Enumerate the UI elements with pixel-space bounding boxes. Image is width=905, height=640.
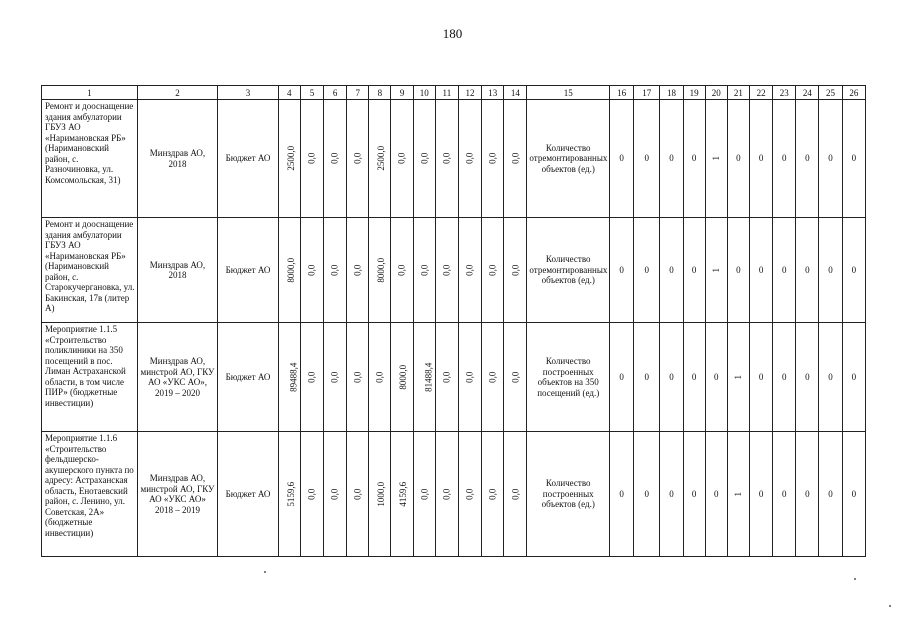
- amount-cell: [413, 100, 435, 218]
- measure-description: Ремонт и дооснащение здания амбулатории ГБУЗ АО «Наримановская РБ» (Наримановский район, с. Разночиновка, ул. Комсомольская, 31): [42, 100, 138, 218]
- amount-cell: [482, 323, 504, 432]
- indicator-value-cell-value: 1: [733, 491, 744, 497]
- amount-cell-value: 0,0: [352, 488, 363, 500]
- indicator-value-cell: 0: [819, 323, 842, 432]
- amount-cell: [413, 432, 435, 557]
- amount-cell: [458, 432, 481, 557]
- indicator-value-cell: 0: [750, 100, 773, 218]
- indicator-value-cell-value: 1: [733, 374, 744, 380]
- amount-cell: [482, 218, 504, 323]
- amount-cell-value: 0,0: [510, 488, 521, 500]
- indicator-value-cell: 0: [819, 100, 842, 218]
- amount-cell-value: 0,0: [329, 152, 340, 165]
- amount-cell-value: 0,0: [510, 371, 521, 383]
- amount-cell: [504, 432, 527, 557]
- funding-source-cell: Бюджет АО: [218, 432, 278, 557]
- amount-cell-value: 0,0: [329, 264, 340, 276]
- amount-cell: [458, 100, 481, 218]
- indicator-value-cell: 0: [796, 100, 819, 218]
- header-cell: 21: [727, 86, 749, 100]
- measure-description: Мероприятие 1.1.5 «Строительство поликлиники на 350 посещений в пос. Лиман Астраханской области, в том числе ПИР» (бюджетные инвестиции): [42, 323, 138, 432]
- indicator-value-cell: 0: [773, 100, 796, 218]
- header-cell: 15: [527, 86, 610, 100]
- amount-cell: [391, 323, 413, 432]
- indicator-value-cell: 0: [842, 100, 865, 218]
- amount-cell-value: 0,0: [464, 371, 475, 383]
- amount-cell-value: 0,0: [441, 152, 452, 165]
- amount-cell: [482, 100, 504, 218]
- amount-cell: [413, 218, 435, 323]
- header-cell: 5: [300, 86, 323, 100]
- amount-cell: [482, 432, 504, 557]
- amount-cell-value: 0,0: [396, 152, 407, 165]
- indicator-value-cell: [705, 218, 727, 323]
- amount-cell-value: 0,0: [464, 488, 475, 500]
- header-cell: 11: [435, 86, 458, 100]
- indicator-value-cell: 0: [750, 323, 773, 432]
- header-cell: 8: [369, 86, 391, 100]
- amount-cell: [324, 218, 347, 323]
- page-number: 180: [442, 26, 463, 41]
- amount-cell: [435, 432, 458, 557]
- amount-cell: [413, 323, 435, 432]
- amount-cell-value: 5159,6: [285, 481, 296, 507]
- header-cell: 17: [634, 86, 660, 100]
- header-cell: 3: [218, 86, 278, 100]
- header-cell: 19: [683, 86, 705, 100]
- header-cell: 10: [413, 86, 435, 100]
- amount-cell: [369, 100, 391, 218]
- header-cell: 22: [750, 86, 773, 100]
- indicator-value-cell: 0: [610, 218, 634, 323]
- amount-cell-value: 0,0: [418, 488, 429, 500]
- indicator-value-cell: 0: [634, 218, 660, 323]
- table-row: [42, 323, 866, 432]
- indicator-value-cell: 0: [750, 432, 773, 557]
- indicator-value-cell: 0: [683, 100, 705, 218]
- header-cell: 12: [458, 86, 481, 100]
- amount-cell-value: 8000,0: [376, 257, 387, 283]
- indicator-value-cell: 0: [610, 100, 634, 218]
- amount-cell: [504, 323, 527, 432]
- measure-description: Мероприятие 1.1.6 «Строительство фельдшерско-акушерского пункта по адресу: Астраханская область, Енотаевский район, с. Ленино, ул. Советская, 2А» (бюджетные инвестиции): [42, 432, 138, 557]
- amount-cell: [391, 218, 413, 323]
- indicator-value-cell: 0: [773, 218, 796, 323]
- header-cell: 14: [504, 86, 527, 100]
- amount-cell: [347, 432, 369, 557]
- indicator-cell: Количество отремонтированных объектов (ед.): [527, 218, 610, 323]
- indicator-value-cell: 0: [660, 432, 683, 557]
- indicator-value-cell: 0: [796, 218, 819, 323]
- amount-cell: [347, 100, 369, 218]
- indicator-value-cell: [727, 432, 749, 557]
- amount-cell-value: 0,0: [441, 264, 452, 276]
- indicator-value-cell: 0: [842, 218, 865, 323]
- amount-cell-value: 81488,4: [423, 362, 434, 392]
- indicator-value-cell: 0: [705, 432, 727, 557]
- amount-cell-value: 0,0: [374, 371, 385, 383]
- amount-cell: [369, 323, 391, 432]
- table-row: [42, 432, 866, 557]
- header-cell: 16: [610, 86, 634, 100]
- amount-cell: [369, 432, 391, 557]
- amount-cell: [278, 218, 300, 323]
- indicator-value-cell-value: 1: [711, 156, 722, 161]
- header-row: [42, 86, 866, 100]
- indicator-value-cell: 0: [796, 432, 819, 557]
- indicator-value-cell: 0: [705, 323, 727, 432]
- header-cell: 1: [42, 86, 138, 100]
- indicator-value-cell: 0: [634, 432, 660, 557]
- header-cell: 9: [391, 86, 413, 100]
- amount-cell: [300, 432, 323, 557]
- amount-cell-value: 0,0: [329, 371, 340, 383]
- amount-cell-value: 1000,0: [376, 481, 387, 507]
- header-cell: 7: [347, 86, 369, 100]
- amount-cell: [278, 100, 300, 218]
- indicator-value-cell: 0: [727, 218, 749, 323]
- amount-cell-value: 0,0: [487, 264, 498, 276]
- amount-cell: [435, 218, 458, 323]
- indicator-value-cell: 0: [660, 323, 683, 432]
- amount-cell: [458, 218, 481, 323]
- indicator-value-cell: 0: [796, 323, 819, 432]
- header-cell: 13: [482, 86, 504, 100]
- amount-cell-value: 0,0: [306, 152, 317, 165]
- indicator-value-cell: 0: [842, 432, 865, 557]
- amount-cell-value: 0,0: [352, 152, 363, 165]
- amount-cell: [278, 323, 300, 432]
- amount-cell: [458, 323, 481, 432]
- amount-cell-value: 0,0: [441, 371, 452, 383]
- indicator-value-cell: 0: [773, 323, 796, 432]
- executor-cell: Минздрав АО, 2018: [137, 100, 218, 218]
- amount-cell-value: 0,0: [396, 264, 407, 276]
- amount-cell-value: 0,0: [487, 371, 498, 383]
- indicator-value-cell: 0: [842, 323, 865, 432]
- indicator-value-cell-value: 1: [711, 267, 722, 273]
- indicator-value-cell: 0: [660, 218, 683, 323]
- header-cell: 25: [819, 86, 842, 100]
- amount-cell-value: 0,0: [306, 371, 317, 383]
- amount-cell-value: 0,0: [464, 264, 475, 276]
- amount-cell-value: 0,0: [464, 152, 475, 165]
- indicator-value-cell: 0: [660, 100, 683, 218]
- amount-cell-value: 8000,0: [285, 257, 296, 283]
- amount-cell: [435, 100, 458, 218]
- measure-description: Ремонт и дооснащение здания амбулатории ГБУЗ АО «Наримановская РБ» (Наримановский район, с. Старокучергановка, ул. Бакинская, 17в (литер А): [42, 218, 138, 323]
- amount-cell-value: 0,0: [329, 488, 340, 500]
- amount-cell: [347, 323, 369, 432]
- table-row: [42, 218, 866, 323]
- amount-cell-value: 0,0: [487, 488, 498, 500]
- indicator-cell: Количество построенных объектов (ед.): [527, 432, 610, 557]
- indicator-value-cell: 0: [683, 432, 705, 557]
- scan-speck: [854, 578, 856, 580]
- amount-cell: [391, 432, 413, 557]
- indicator-value-cell: 0: [634, 100, 660, 218]
- indicator-value-cell: 0: [610, 432, 634, 557]
- funding-source-cell: Бюджет АО: [218, 100, 278, 218]
- amount-cell-value: 0,0: [487, 152, 498, 165]
- header-cell: 20: [705, 86, 727, 100]
- indicator-value-cell: 0: [683, 323, 705, 432]
- amount-cell-value: 4159,6: [398, 481, 409, 507]
- amount-cell-value: 0,0: [510, 152, 521, 165]
- scan-speck: [889, 605, 891, 607]
- indicator-value-cell: [705, 100, 727, 218]
- amount-cell: [300, 100, 323, 218]
- indicator-value-cell: 0: [819, 218, 842, 323]
- amount-cell: [324, 100, 347, 218]
- amount-cell: [300, 218, 323, 323]
- amount-cell-value: 89488,4: [288, 362, 299, 392]
- indicator-value-cell: 0: [773, 432, 796, 557]
- funding-source-cell: Бюджет АО: [218, 218, 278, 323]
- amount-cell-value: 0,0: [441, 488, 452, 500]
- amount-cell-value: 0,0: [306, 488, 317, 500]
- amount-cell-value: 0,0: [418, 264, 429, 276]
- amount-cell-value: 0,0: [510, 264, 521, 276]
- amount-cell-value: 0,0: [418, 152, 429, 165]
- executor-cell: Минздрав АО, минстрой АО, ГКУ АО «УКС АО», 2019 – 2020: [137, 323, 218, 432]
- amount-cell: [391, 100, 413, 218]
- amount-cell-value: 2500,0: [376, 146, 387, 171]
- header-cell: 4: [278, 86, 300, 100]
- header-cell: 26: [842, 86, 865, 100]
- amount-cell: [300, 323, 323, 432]
- executor-cell: Минздрав АО, минстрой АО, ГКУ АО «УКС АО» 2018 – 2019: [137, 432, 218, 557]
- header-cell: 18: [660, 86, 683, 100]
- funding-source-cell: Бюджет АО: [218, 323, 278, 432]
- amount-cell-value: 0,0: [352, 264, 363, 276]
- amount-cell: [347, 218, 369, 323]
- indicator-value-cell: 0: [610, 323, 634, 432]
- indicator-value-cell: 0: [750, 218, 773, 323]
- header-cell: 23: [773, 86, 796, 100]
- amount-cell: [369, 218, 391, 323]
- amount-cell: [324, 323, 347, 432]
- amount-cell: [324, 432, 347, 557]
- indicator-value-cell: [727, 323, 749, 432]
- amount-cell: [278, 432, 300, 557]
- header-cell: 24: [796, 86, 819, 100]
- amount-cell-value: 0,0: [352, 371, 363, 383]
- amount-cell: [435, 323, 458, 432]
- indicator-value-cell: 0: [727, 100, 749, 218]
- amount-cell: [504, 100, 527, 218]
- executor-cell: Минздрав АО, 2018: [137, 218, 218, 323]
- amount-cell-value: 0,0: [306, 264, 317, 276]
- scan-speck: [264, 571, 266, 573]
- amount-cell-value: 8000,0: [398, 364, 409, 390]
- table-row: [42, 100, 866, 218]
- indicator-value-cell: 0: [634, 323, 660, 432]
- amount-cell-value: 2500,0: [285, 146, 296, 171]
- program-table: [41, 85, 866, 557]
- header-cell: 6: [324, 86, 347, 100]
- indicator-cell: Количество отремонтированных объектов (ед.): [527, 100, 610, 218]
- header-cell: 2: [137, 86, 218, 100]
- indicator-value-cell: 0: [819, 432, 842, 557]
- indicator-cell: Количество построенных объектов на 350 посещений (ед.): [527, 323, 610, 432]
- indicator-value-cell: 0: [683, 218, 705, 323]
- amount-cell: [504, 218, 527, 323]
